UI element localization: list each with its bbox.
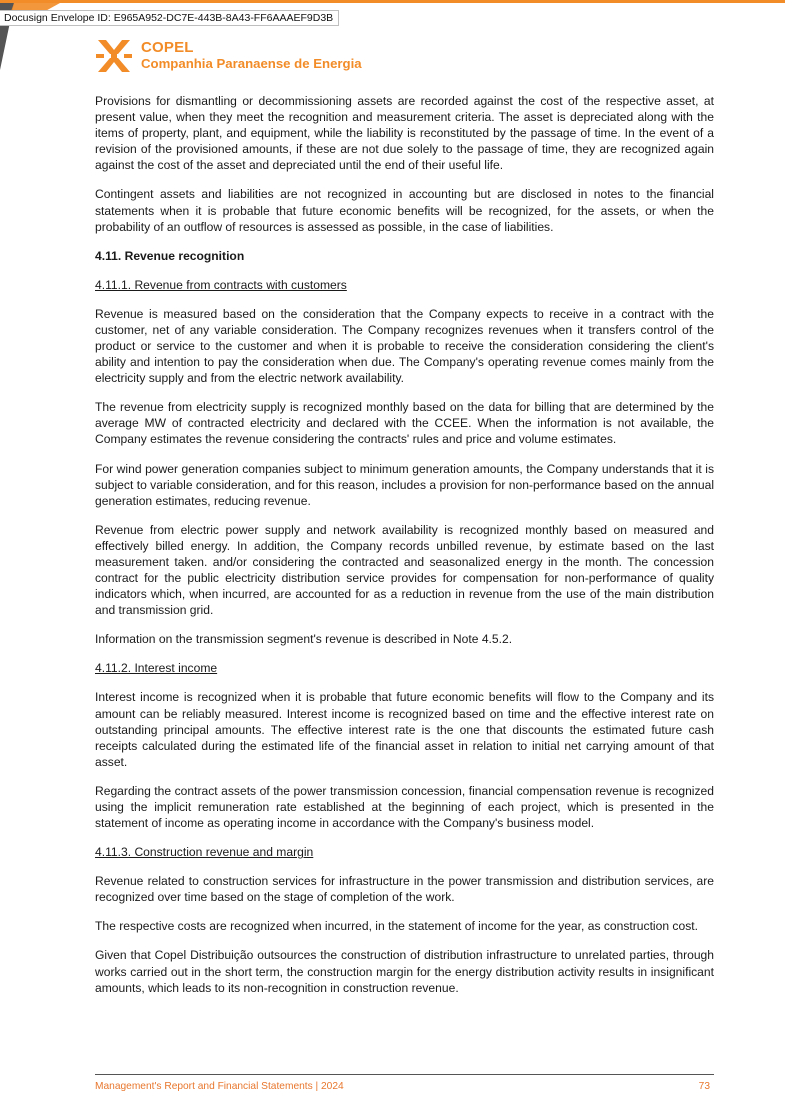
document-body: [95, 93, 714, 1009]
paragraph: The revenue from electricity supply is recognized monthly based on the data for billing that are determined by the average MW of contracted electricity and declared with the CCEE. When the information is not available, the Company estimates the revenue considering the contracts' rules and price and volume estimates.: [95, 400, 714, 447]
page-number: 73: [698, 1081, 710, 1092]
footer-report-title: Management's Report and Financial Statements | 2024: [95, 1081, 344, 1092]
paragraph: Regarding the contract assets of the power transmission concession, financial compensation revenue is recognized using the implicit remuneration rate established at the beginning of each project, which is presented in the statement of income as operating income in accordance with the Company's business model.: [95, 783, 714, 831]
paragraph: For wind power generation companies subject to minimum generation amounts, the Company understands that it is subject to variable consideration, and for this reason, includes a provision for non-performance based on the annual generation estimates, reducing revenue.: [95, 461, 714, 508]
copel-logo: [96, 38, 416, 74]
paragraph: Revenue is measured based on the consideration that the Company expects to receive in a contract with the customer, net of any variable consideration. The Company recognizes revenues when it transfers control of the product or service to the customer and when it is probable to receive the consideration considering the client's ability and intention to pay the consideration when due. The Company's operating revenue comes mainly from the electricity supply and from the electric network availability.: [95, 306, 714, 386]
copel-logo-icon: [96, 38, 132, 74]
paragraph: The respective costs are recognized when incurred, in the statement of income for the year, as construction cost.: [95, 919, 698, 934]
paragraph: Contingent assets and liabilities are not recognized in accounting but are disclosed in notes to the financial statements when it is probable that future economic benefits will be recognized, for the assets, or when the probability of an outflow of resources is assessed as possible, in the case of liabilities.: [95, 187, 714, 234]
brand-name: COPEL: [141, 39, 194, 56]
subsection-heading: 4.11.3. Construction revenue and margin: [95, 845, 314, 860]
paragraph: Interest income is recognized when it is probable that future economic benefits will flow to the Company and its amount can be reliably measured. Interest income is recognized based on time and the effective interest rate on outstanding principal amounts. The effective interest rate is the one that discounts the estimated future cash receipts calculated during the estimated life of the financial asset in relation to initial net carrying amount of that asset.: [95, 690, 714, 769]
brand-full-name: Companhia Paranaense de Energia: [141, 56, 362, 71]
footer-divider: [95, 1074, 714, 1075]
paragraph: Information on the transmission segment's revenue is described in Note 4.5.2.: [95, 632, 513, 647]
paragraph: Given that Copel Distribuição outsources the construction of distribution infrastructure to unrelated parties, through works carried out in the short term, the construction margin for the energy distribution activity results in insignificant amounts, which leads to its non-recognition in construction revenue.: [95, 948, 714, 995]
docusign-envelope-id: Docusign Envelope ID: E965A952-DC7E-443B-8A43-FF6AAAEF9D3B: [0, 10, 339, 26]
paragraph: Revenue related to construction services for infrastructure in the power transmission and distribution services, are recognized over time based on the stage of completion of the work.: [95, 874, 714, 905]
subsection-heading: 4.11.1. Revenue from contracts with customers: [95, 277, 347, 292]
paragraph: Revenue from electric power supply and network availability is recognized monthly based on measured and effectively billed energy. In addition, the Company records unbilled revenue, by estimate based on the last measurement taken. and/or considering the contracted and seasonalized energy in the month. The concession contract for the public electricity distribution service provides for compensation for non-performance of quality indicators which, when incurred, are accounted for as a reduction in revenue from the use of the main distribution and transmission grid.: [95, 522, 714, 618]
section-heading: 4.11. Revenue recognition: [95, 248, 245, 263]
subsection-heading: 4.11.2. Interest income: [95, 661, 218, 676]
paragraph: Provisions for dismantling or decommissioning assets are recorded against the cost of the respective asset, at present value, when they meet the recognition and measurement criteria. The asset is depreciated along with the items of property, plant, and equipment, while the liability is reconstituted by the passage of time. In the event of a revision of the provisioned amounts, if these are not due solely to the passage of time, they are recognized again against the cost of the asset and depreciated until the end of their useful life.: [95, 94, 714, 173]
top-accent-stripe: [0, 0, 785, 3]
